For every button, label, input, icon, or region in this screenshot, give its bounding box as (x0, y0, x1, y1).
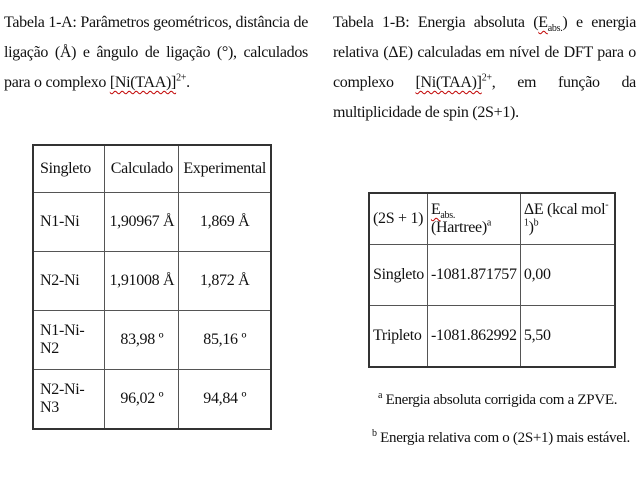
cell-calculated: 96,02 º (105, 370, 179, 430)
table-row (33, 311, 271, 370)
eabs-symbol: $E_{abs.}$ (538, 14, 563, 35)
header-experimental: Experimental (179, 145, 271, 193)
cell-delta-e: 0,00 (520, 245, 615, 306)
table-row (33, 252, 271, 311)
header-multiplicity: (2S + 1) (369, 193, 427, 245)
table-a-caption-line3: complexo (45, 74, 110, 91)
table-row (369, 245, 615, 306)
table-header-row (33, 145, 271, 193)
cell-experimental: 1,872 Å (179, 252, 271, 311)
cell-param: N2-Ni-N3 (33, 370, 105, 430)
cell-experimental: 1,869 Å (179, 193, 271, 252)
table-a-label: Tabela 1-A: (4, 14, 77, 31)
header-singleto: Singleto (33, 145, 105, 193)
cell-eabs: -1081.871757 (427, 245, 520, 306)
complex-charge: 2+ (481, 72, 492, 84)
table-row (33, 370, 271, 430)
table-a-caption: Tabela 1-A: Parâmetros geométricos, distância de ligação (Å) e ângulo de ligação (°), calculados para o complexo $[Ni(TAA)]^{2+}$. (4, 14, 309, 91)
cell-state: Tripleto (369, 306, 427, 368)
table-row (33, 193, 271, 252)
table-a-caption-line1: Parâmetros geométricos, distância de (80, 14, 309, 31)
cell-calculated: 1,90967 Å (105, 193, 179, 252)
cell-param: N1-Ni (33, 193, 105, 252)
cell-experimental: 85,16 º (179, 311, 271, 370)
header-delta-e: ΔE (kcal mol$^{-1}$)$^b$ (520, 193, 615, 245)
cell-calculated: 83,98 º (105, 311, 179, 370)
cell-param: N1-Ni-N2 (33, 311, 105, 370)
table-header-row (369, 193, 615, 245)
table-b-label: Tabela 1-B: (333, 14, 410, 31)
geometry-table (32, 144, 272, 430)
footnote-a: $^a$ Energia absoluta corrigida com a ZPVE. (378, 390, 618, 408)
cell-eabs: -1081.862992 (427, 306, 520, 368)
cell-delta-e: 5,50 (520, 306, 615, 368)
complex-formula: [Ni(TAA)] (109, 74, 177, 91)
cell-calculated: 1,91008 Å (105, 252, 179, 311)
header-eabs: $E_{abs.}$ (Hartree)$^a$ (427, 193, 520, 245)
cell-experimental: 94,84 º (179, 370, 271, 430)
footnote-b: $^b$ Energia relativa com o (2S+1) mais estável. (372, 428, 630, 446)
header-calculado: Calculado (105, 145, 179, 193)
cell-state: Singleto (369, 245, 427, 306)
cell-param: N2-Ni (33, 252, 105, 311)
table-b-caption: Tabela 1-B: Energia absoluta $(E_{abs.})$ e energia relativa (ΔE) calculadas em nível de DFT para o complexo $[Ni(TAA)]^{2+}$, em função da multiplicidade de spin (2S+1). (333, 14, 636, 121)
complex-formula: [Ni(TAA)] (415, 74, 482, 91)
energy-table (368, 192, 616, 368)
table-a-caption-line2: ligação (Å) e ângulo de ligação (°), calculados para o (4, 44, 308, 91)
complex-charge: 2+ (176, 72, 187, 84)
table-row (369, 306, 615, 368)
